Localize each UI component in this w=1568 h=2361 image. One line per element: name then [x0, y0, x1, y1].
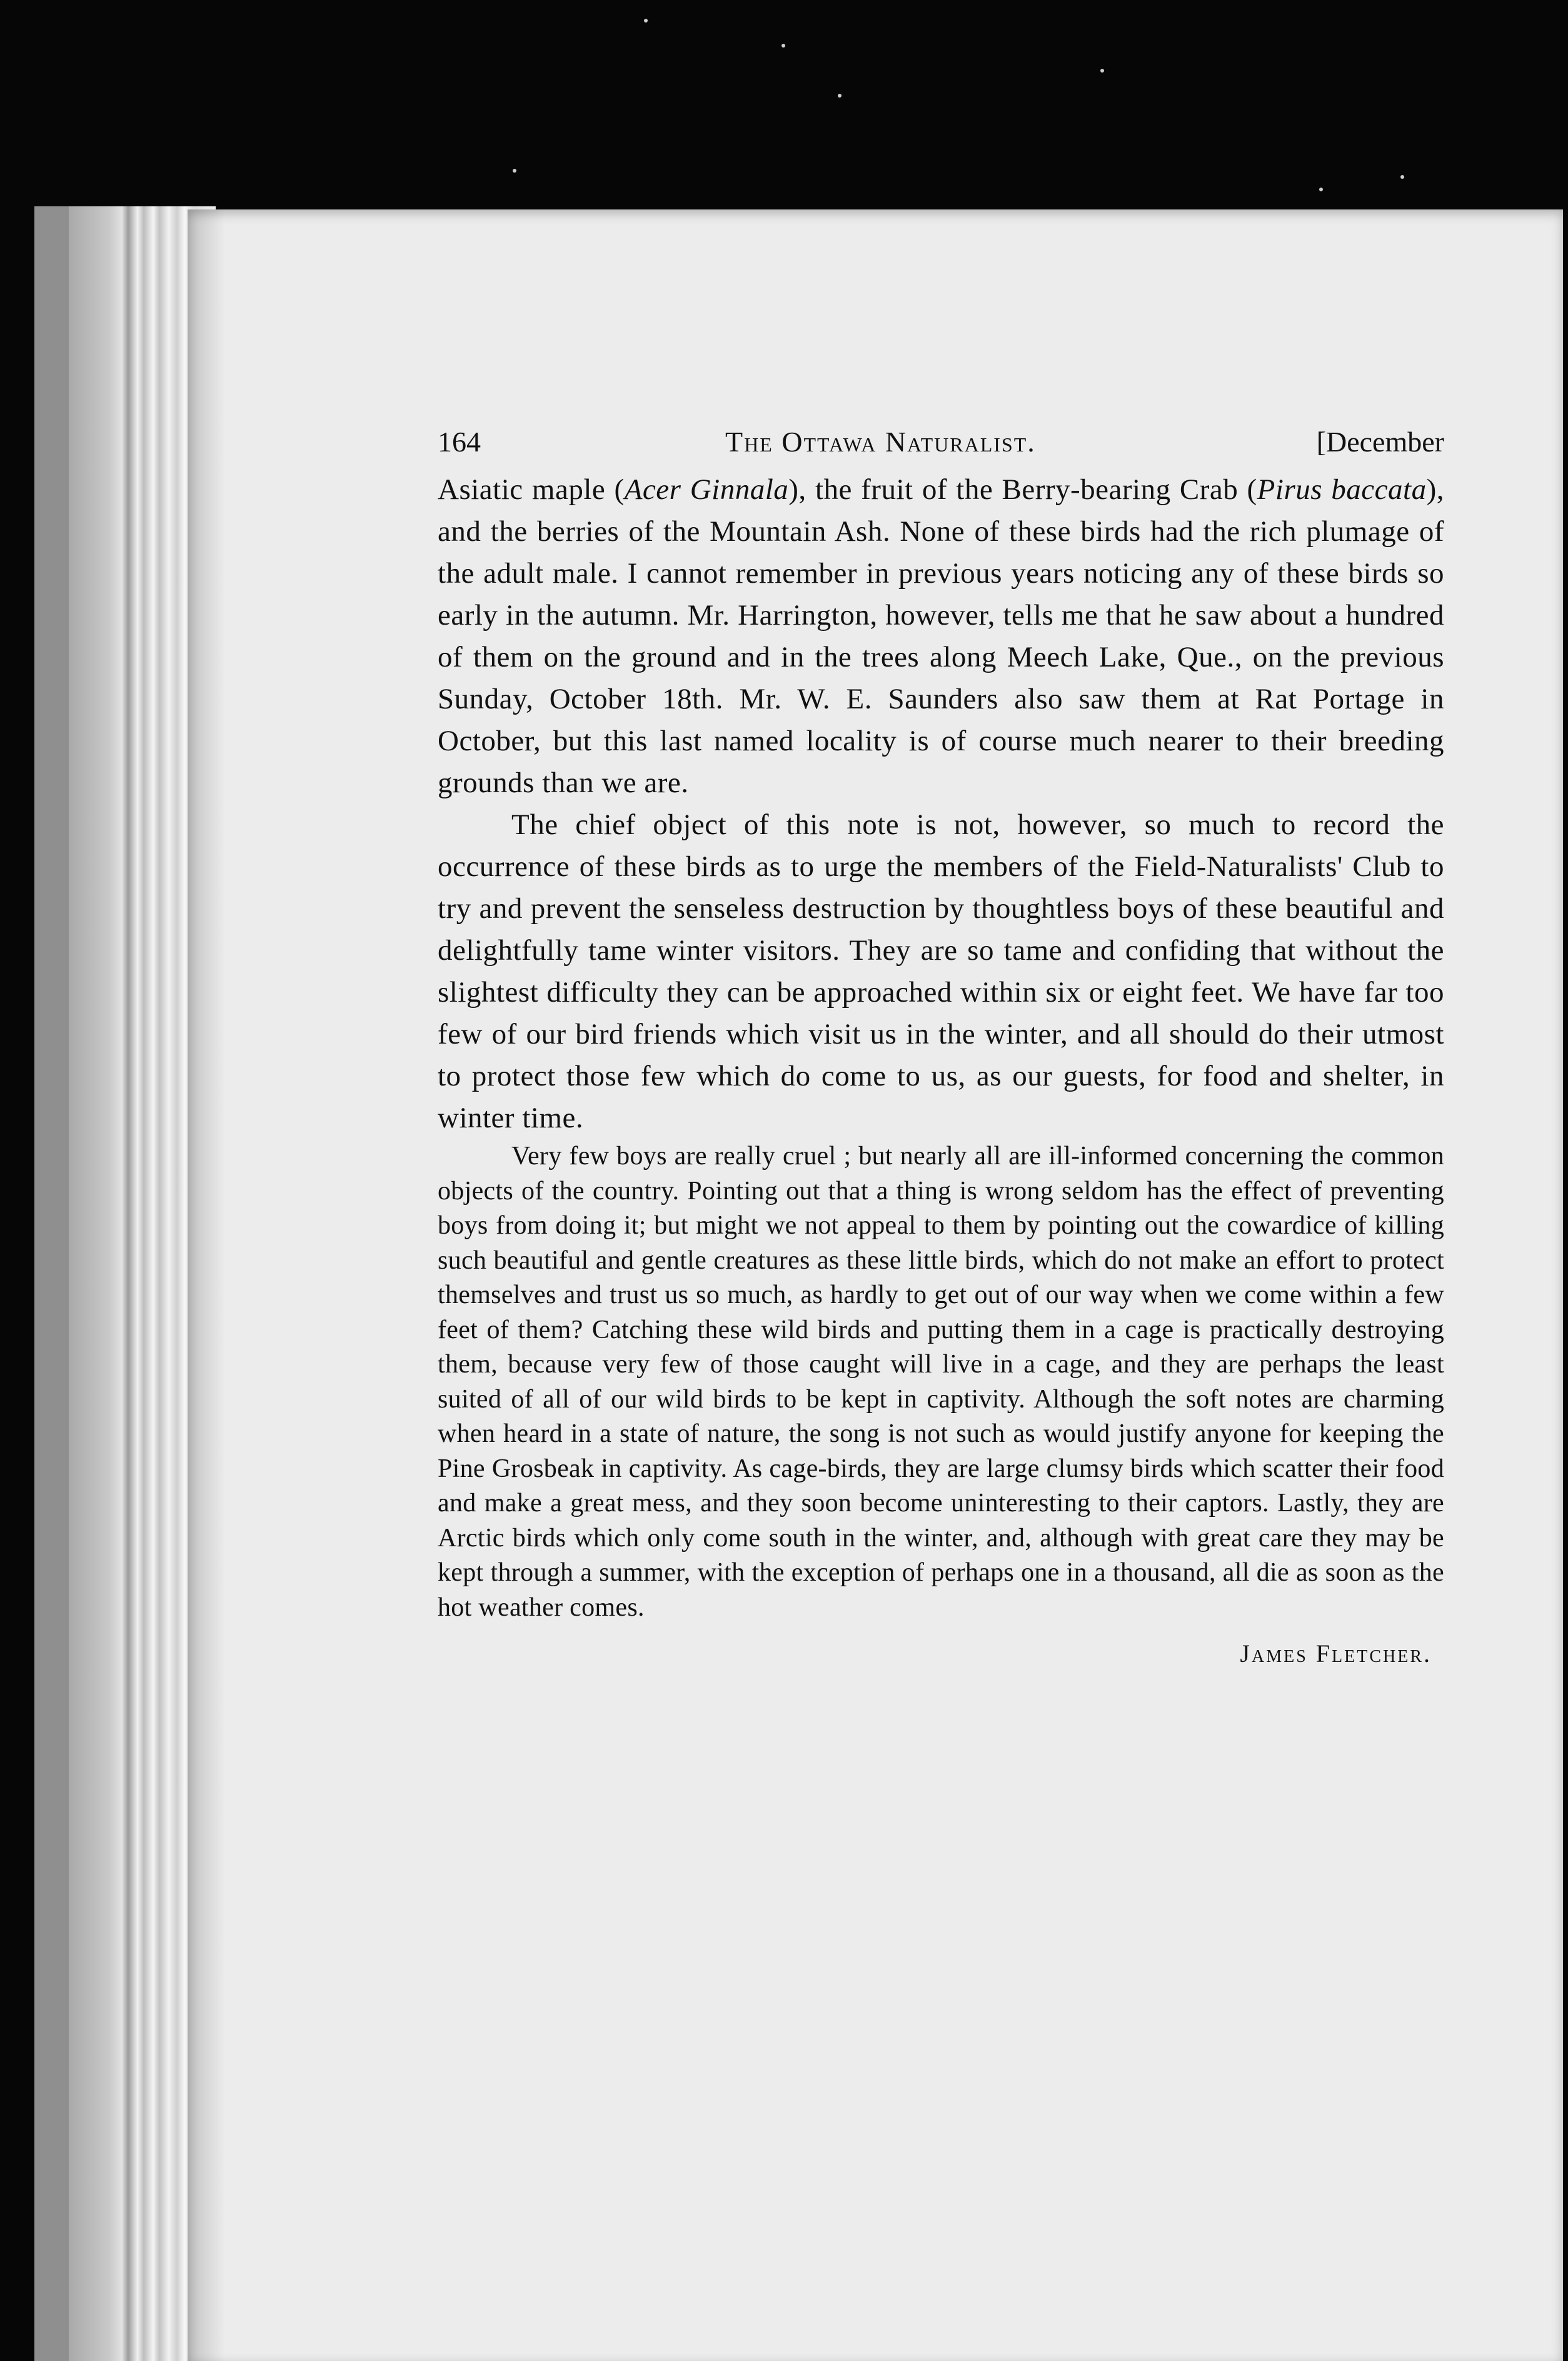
gutter-shadow — [188, 209, 225, 2361]
paragraph-1-part-2: ), the fruit of the Berry-bearing Crab ( — [788, 473, 1257, 506]
speck — [644, 19, 648, 23]
author-signature: James Fletcher. — [1240, 1639, 1432, 1668]
speck — [1400, 175, 1404, 179]
paragraph-2: The chief object of this note is not, however, so much to record the occurrence of these birds as to urge the members of the Field-Naturalists' Club to try and prevent the senseless destruction by thoughtless boys of these beautiful and delightfully tame winter visitors. They are so tame and confiding that without the slightest difficulty they can be approached within six or eight feet. We have far too few of our bird friends which visit us in the winter, and all should do their utmost to protect those few which do come to us, as our guests, for food and shelter, in winter time. — [438, 808, 1444, 1134]
speck — [781, 44, 785, 48]
journal-title: The Ottawa Naturalist. — [725, 426, 1036, 458]
speck — [513, 169, 516, 173]
dark-background-specks — [0, 0, 1568, 206]
text-block — [438, 419, 1444, 1668]
speck — [1319, 188, 1323, 191]
paragraph-1 — [438, 469, 1444, 804]
species-name-acer-ginnala: Acer Ginnala — [624, 473, 789, 506]
speck — [1100, 69, 1104, 73]
paragraph-3: Very few boys are really cruel ; but nearly all are ill-informed concerning the common objects of the country. Pointing out that a thing is wrong seldom has the effect of preventing boys from doing it; but might we not appeal to them by pointing out the cowardice of killing such beautiful and gentle creatures as these little birds, which do not make an effort to protect themselves and trust us so much, as hardly to get out of our way when we come within a few feet of them? Catching these wild birds and putting them in a cage is practically destroying them, because very few of those caught will live in a cage, and they are perhaps the least suited of all of our wild birds to be kept in captivity. Although the soft notes are charming when heard in a state of nature, the song is not such as would justify anyone for keeping the Pine Grosbeak in captivity. As cage-birds, they are large clumsy birds which scatter their food and make a great mess, and they soon become uninteresting to their captors. Lastly, they are Arctic birds which only come south in the winter, and, although with great care they may be kept through a summer, with the exception of perhaps one in a thousand, all die as soon as the hot weather comes. — [438, 1142, 1444, 1622]
speck — [838, 94, 842, 98]
running-head — [438, 419, 1444, 469]
paragraph-1-part-3: ), and the berries of the Mountain Ash. None of these birds had the rich plumage of the adult male. I cannot remember in previous years noticing any of these birds so early in the autumn. Mr. Harrington, however, tells me that he saw about a hundred of them on the ground and in the trees along Meech Lake, Que., on the previous Sunday, October 18th. Mr. W. E. Saunders also saw them at Rat Portage in October, but this last named locality is of course much nearer to their breeding grounds than we are. — [438, 473, 1444, 799]
page-number: 164 — [438, 426, 481, 458]
paragraph-1-part-1: Asiatic maple ( — [438, 473, 625, 506]
species-name-pirus-baccata: Pirus baccata — [1257, 473, 1427, 506]
issue-month: [December — [1316, 426, 1444, 458]
